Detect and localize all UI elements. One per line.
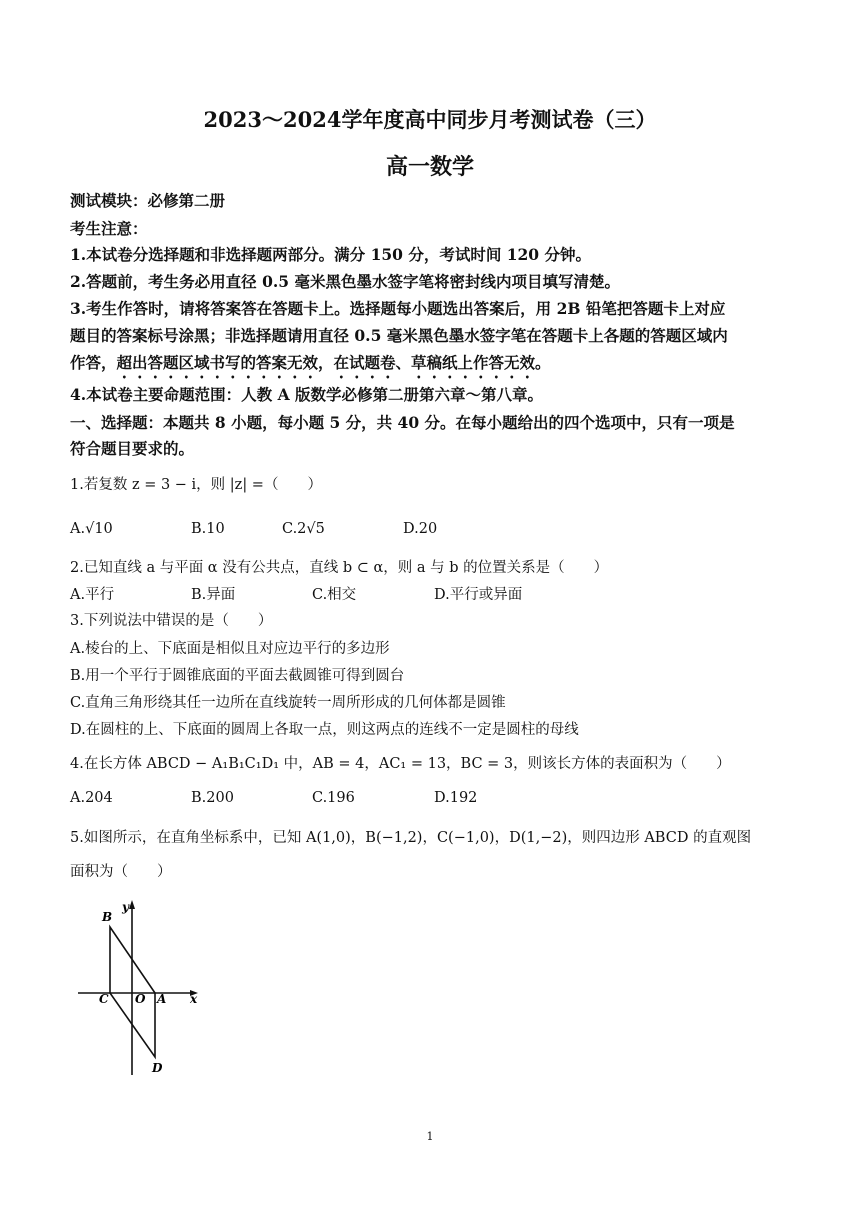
q1-option-c: C.2√5	[282, 521, 325, 537]
notice-3-line1: 3.考生作答时，请将答案答在答题卡上。选择题每小题选出答案后，用 2B 铅笔把答题卡上对应	[70, 299, 726, 318]
section-1-line1: 一、选择题：本题共 8 小题，每小题 5 分，共 40 分。在每小题给出的四个选项中，只有一项是	[70, 413, 735, 432]
notice-3-end: 。	[535, 353, 551, 372]
exam-title: 2023～2024学年度高中同步月考测试卷（三）	[203, 107, 657, 132]
subject-title: 高一数学	[385, 154, 474, 180]
notice-3-emphasis: 超出答题区域书写的答案无效，在试题卷、草稿纸上作答无效	[116, 353, 536, 372]
section-1-line2: 符合题目要求的。	[70, 439, 195, 458]
notice-3-line3	[70, 351, 551, 382]
q1-option-d: D.20	[403, 521, 438, 537]
q3-option-a: A.棱台的上、下底面是相似且对应边平行的多边形	[70, 641, 390, 657]
q1-option-a: A.√10	[70, 521, 113, 537]
q3-option-d: D.在圆柱的上、下底面的圆周上各取一点，则这两点的连线不一定是圆柱的母线	[70, 722, 579, 738]
q2-option-b: B.异面	[191, 587, 236, 603]
label-y: y	[122, 900, 129, 914]
q4-option-a: A.204	[70, 790, 113, 806]
q3-option-c: C.直角三角形绕其任一边所在直线旋转一周所形成的几何体都是圆锥	[70, 695, 506, 711]
q2-option-c: C.相交	[312, 587, 357, 603]
q2-option-d: D.平行或异面	[434, 587, 523, 603]
q1-stem: 1.若复数 z = 3 − i，则 |z| =（ ）	[70, 477, 322, 493]
label-b: B	[102, 910, 113, 924]
notice-1: 1.本试卷分选择题和非选择题两部分。满分 150 分，考试时间 120 分钟。	[70, 245, 591, 264]
q3-stem: 3.下列说法中错误的是（ ）	[70, 613, 273, 629]
label-d: D	[152, 1061, 163, 1075]
q2-option-a: A.平行	[70, 587, 115, 603]
notice-3-line2: 题目的答案标号涂黑；非选择题请用直径 0.5 毫米黑色墨水签字笔在答题卡上各题的答题区域内	[70, 326, 728, 345]
label-o: O	[135, 992, 146, 1006]
label-x: x	[190, 992, 198, 1006]
label-a: A	[157, 992, 167, 1006]
q2-stem: 2.已知直线 a 与平面 α 没有公共点，直线 b ⊂ α，则 a 与 b 的位置关系是（ ）	[70, 560, 609, 576]
q4-option-b: B.200	[191, 790, 234, 806]
page-number: 1	[426, 1130, 434, 1143]
label-c: C	[99, 992, 109, 1006]
notice-title: 考生注意：	[70, 219, 148, 238]
q4-option-d: D.192	[434, 790, 478, 806]
q3-option-b: B.用一个平行于圆锥底面的平面去截圆锥可得到圆台	[70, 668, 405, 684]
q5-stem-line1: 5.如图所示，在直角坐标系中，已知 A(1,0)，B(−1,2)，C(−1,0)，D(1,−2)，则四边形 ABCD 的直观图	[70, 830, 752, 846]
q5-stem-line2: 面积为（ ）	[70, 864, 172, 880]
q4-stem: 4.在长方体 ABCD − A₁B₁C₁D₁ 中，AB = 4，AC₁ = 13，BC = 3，则该长方体的表面积为（ ）	[70, 756, 731, 772]
notice-3-plain: 作答，	[70, 353, 117, 372]
q4-option-c: C.196	[312, 790, 355, 806]
q1-option-b: B.10	[191, 521, 225, 537]
test-module: 测试模块：必修第二册	[70, 191, 226, 210]
y-axis-arrow-icon	[129, 900, 135, 909]
notice-2: 2.答题前，考生务必用直径 0.5 毫米黑色墨水签字笔将密封线内项目填写清楚。	[70, 272, 620, 291]
q5-figure	[66, 895, 216, 1085]
notice-4: 4.本试卷主要命题范围：人教 A 版数学必修第二册第六章～第八章。	[70, 385, 544, 404]
